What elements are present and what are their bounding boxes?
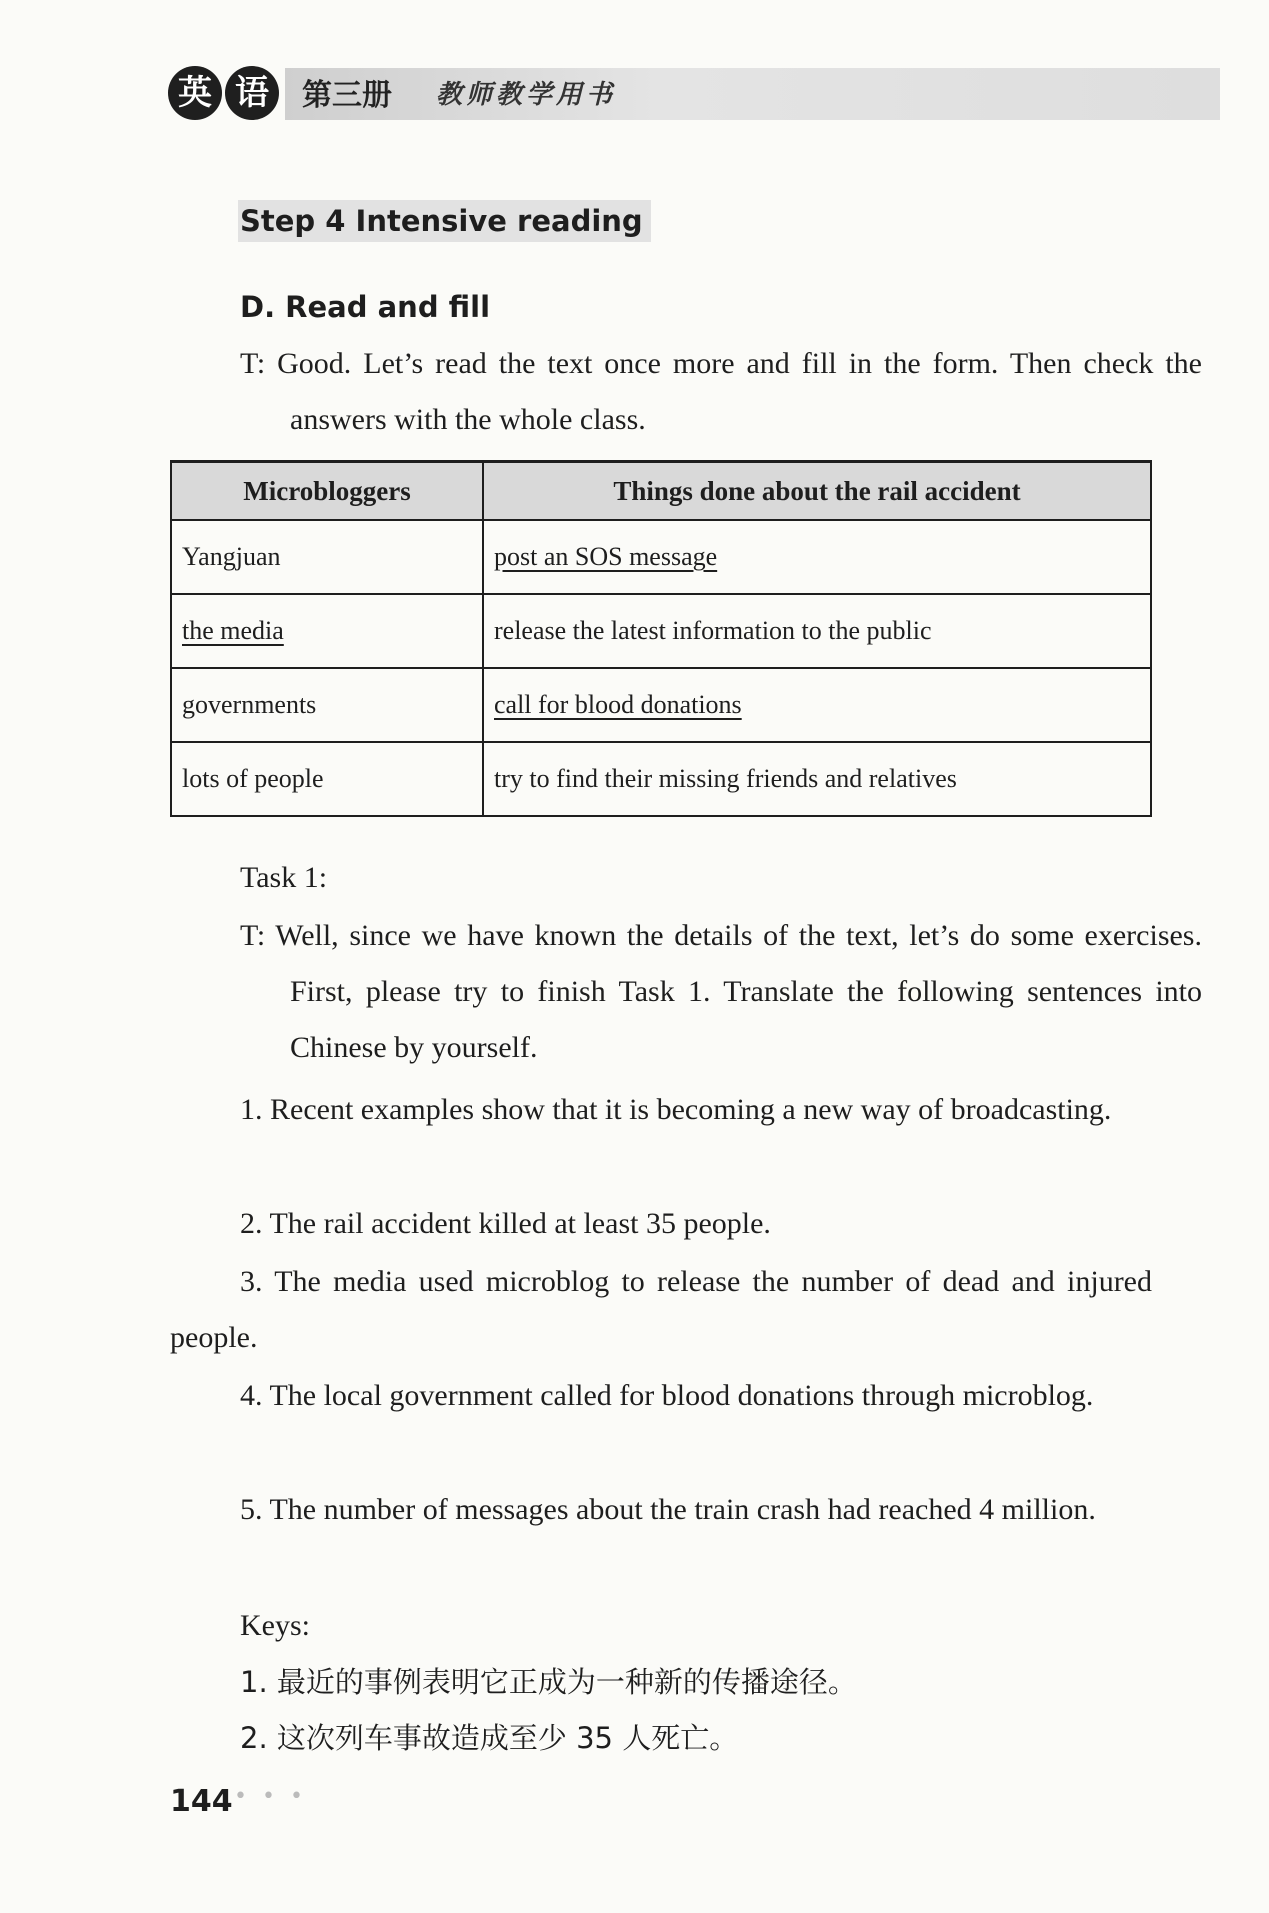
table-cell-things-done xyxy=(483,742,1151,816)
table-row xyxy=(171,668,1151,742)
table-cell-things-done xyxy=(483,594,1151,668)
sentence-item: 1. Recent examples show that it is becoming a new way of broadcasting. xyxy=(240,1093,1112,1126)
table-cell-microblogger xyxy=(171,520,483,594)
logo-circle-english-1: 英 xyxy=(168,66,222,120)
table-cell-microblogger xyxy=(171,668,483,742)
cell-text: release the latest information to the public xyxy=(494,616,932,645)
table-row xyxy=(171,594,1151,668)
page-number: 144 xyxy=(170,1784,233,1819)
cell-text: Yangjuan xyxy=(182,542,281,571)
key-item: 2. 这次列车事故造成至少 35 人死亡。 xyxy=(240,1721,739,1755)
sentence-item: 4. The local government called for blood donations through microblog. xyxy=(240,1379,1094,1412)
filled-answer: call for blood donations xyxy=(494,690,742,719)
logo-circle-english-2: 语 xyxy=(225,66,279,120)
intro-paragraph: T: Good. Let’s read the text once more and fill in the form. Then check the answers with the whole class. xyxy=(240,347,1202,436)
task-intro-paragraph: T: Well, since we have known the details of the text, let’s do some exercises. First, please try to finish Task 1. Translate the following sentences into Chinese by yourself. xyxy=(240,919,1202,1064)
sentence-item: 2. The rail accident killed at least 35 people. xyxy=(240,1207,771,1240)
cell-text: try to find their missing friends and relatives xyxy=(494,764,957,793)
header-band xyxy=(285,68,1220,120)
table-cell-things-done xyxy=(483,668,1151,742)
cell-text: governments xyxy=(182,690,317,719)
table-header-row xyxy=(171,462,1151,521)
key-item: 1. 最近的事例表明它正成为一种新的传播途径。 xyxy=(240,1665,857,1699)
filled-answer: the media xyxy=(182,616,284,645)
read-and-fill-table xyxy=(170,460,1152,817)
section-title: D. Read and fill xyxy=(240,290,491,324)
sentence-item: 5. The number of messages about the train crash had reached 4 million. xyxy=(240,1493,1096,1526)
table-row xyxy=(171,520,1151,594)
task-label: Task 1: xyxy=(240,861,328,894)
table-cell-microblogger xyxy=(171,594,483,668)
book-subtitle: 教师教学用书 xyxy=(436,80,617,110)
keys-label: Keys: xyxy=(240,1609,310,1642)
table-header-microbloggers: Microbloggers xyxy=(171,462,483,521)
step-title: Step 4 Intensive reading xyxy=(238,200,651,242)
filled-answer: post an SOS message xyxy=(494,542,718,571)
table-header-things-done: Things done about the rail accident xyxy=(483,462,1151,521)
sentence-item: 3. The media used microblog to release the number of dead and injured people. xyxy=(170,1265,1152,1354)
table-cell-things-done xyxy=(483,520,1151,594)
book-volume: 第三册 xyxy=(302,78,392,113)
page-dots: • • • xyxy=(234,1784,307,1809)
table-cell-microblogger xyxy=(171,742,483,816)
cell-text: lots of people xyxy=(182,764,324,793)
table-row xyxy=(171,742,1151,816)
